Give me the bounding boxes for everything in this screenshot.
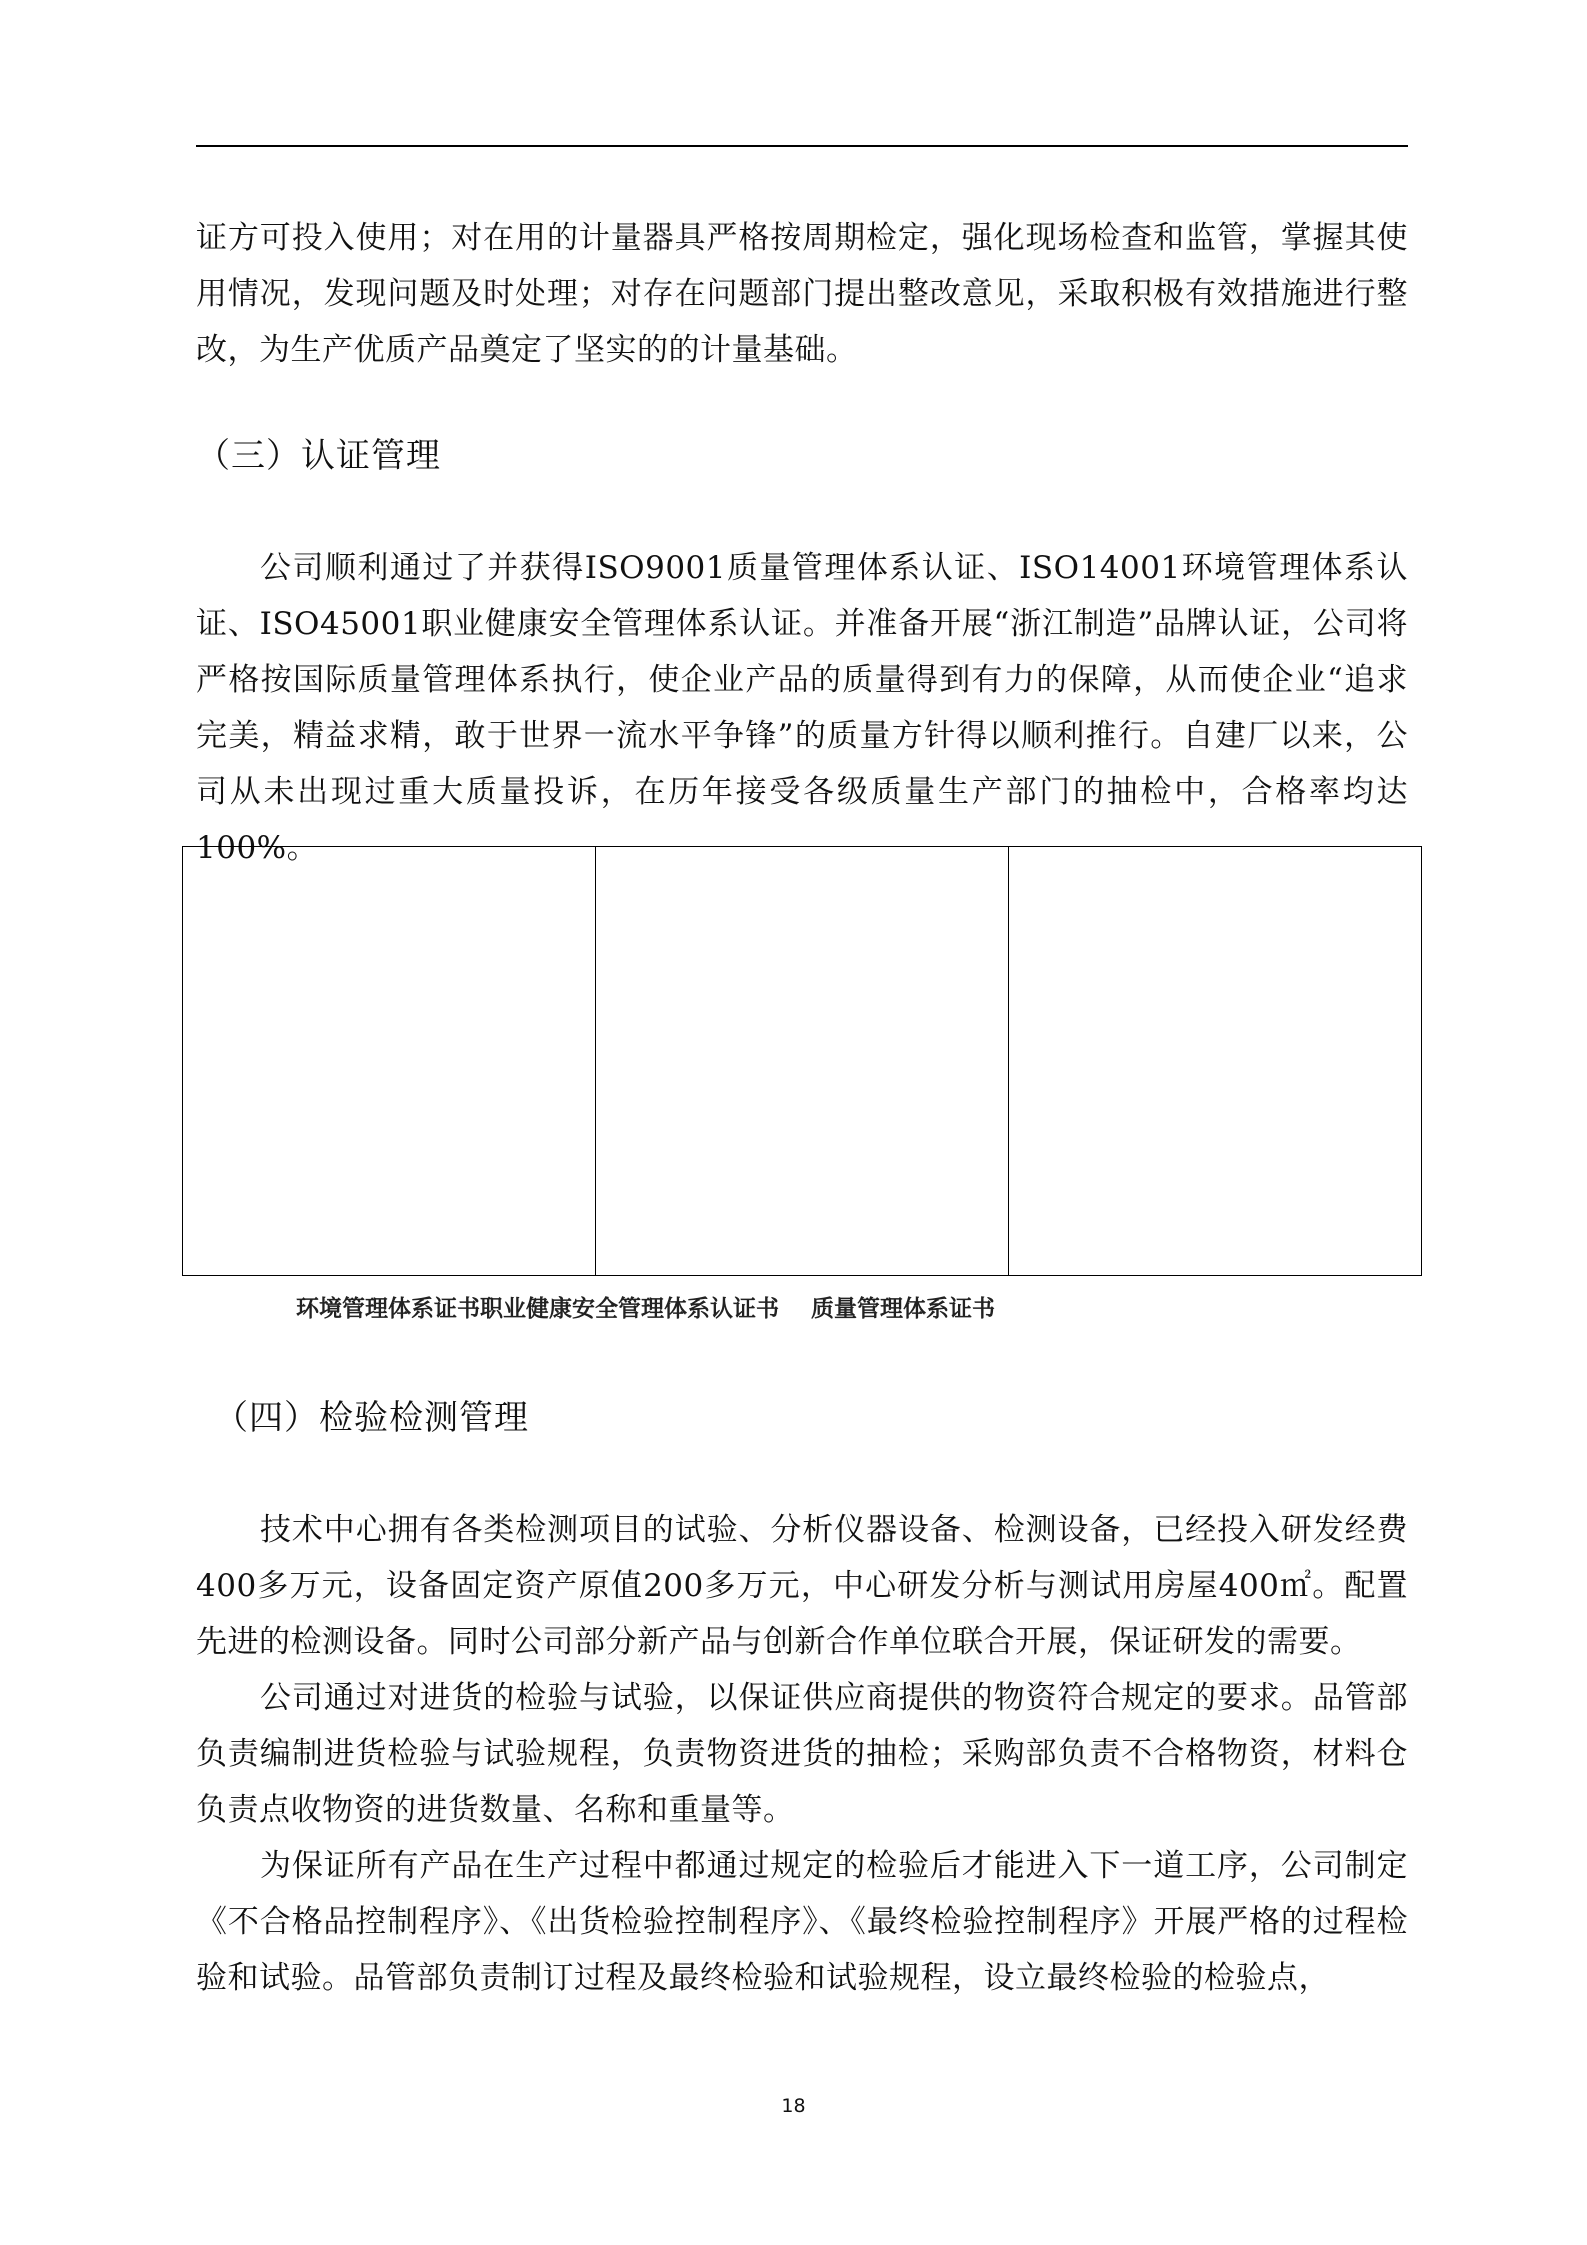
paragraph-certification: 公司顺利通过了并获得ISO9001质量管理体系认证、ISO14001环境管理体系认证、ISO45001职业健康安全管理体系认证。并准备开展“浙江制造”品牌认证，公司将严格按国际质量管理体系执行，使企业产品的质量得到有力的保障，从而使企业“追求完美，精益求精，敢于世界一流水平争锋”的质量方针得以顺利推行。自建厂以来，公司从未出现过重大质量投诉，在历年接受各级质量生产部门的抽检中，合格率均达100%。 [196, 550, 1408, 866]
paragraph-metrology: 证方可投入使用；对在用的计量器具严格按周期检定，强化现场检查和监管，掌握其使用情况，发现问题及时处理；对存在问题部门提出整改意见，采取积极有效措施进行整改，为生产优质产品奠定了坚实的的计量基础。 [196, 220, 1408, 368]
section-heading-certification: （三）认证管理 [196, 436, 441, 476]
section-heading-inspection: （四）检验检测管理 [214, 1398, 529, 1438]
certificate-table [182, 846, 1422, 1276]
certificate-caption: 环境管理体系证书职业健康安全管理体系认证书 质量管理体系证书 [296, 1296, 996, 1322]
paragraph-process-inspection: 为保证所有产品在生产过程中都通过规定的检验后才能进入下一道工序，公司制定《不合格品控制程序》、《出货检验控制程序》、《最终检验控制程序》开展严格的过程检验和试验。品管部负责制订过程及最终检验和试验规程，设立最终检验的检验点， [196, 1848, 1408, 1996]
header-rule [196, 145, 1408, 147]
certificate-cell-occupational-health [595, 847, 1008, 1275]
paragraph-incoming-inspection: 公司通过对进货的检验与试验，以保证供应商提供的物资符合规定的要求。品管部负责编制进货检验与试验规程，负责物资进货的抽检；采购部负责不合格物资，材料仓负责点收物资的进货数量、名称和重量等。 [196, 1680, 1408, 1828]
certificate-cell-environment [183, 847, 595, 1275]
certificate-cell-quality [1008, 847, 1421, 1275]
paragraph-technical-center: 技术中心拥有各类检测项目的试验、分析仪器设备、检测设备，已经投入研发经费400多万元，设备固定资产原值200多万元，中心研发分析与测试用房屋400㎡。配置先进的检测设备。同时公司部分新产品与创新合作单位联合开展，保证研发的需要。 [196, 1512, 1408, 1660]
page-number: 18 [781, 2095, 806, 2117]
